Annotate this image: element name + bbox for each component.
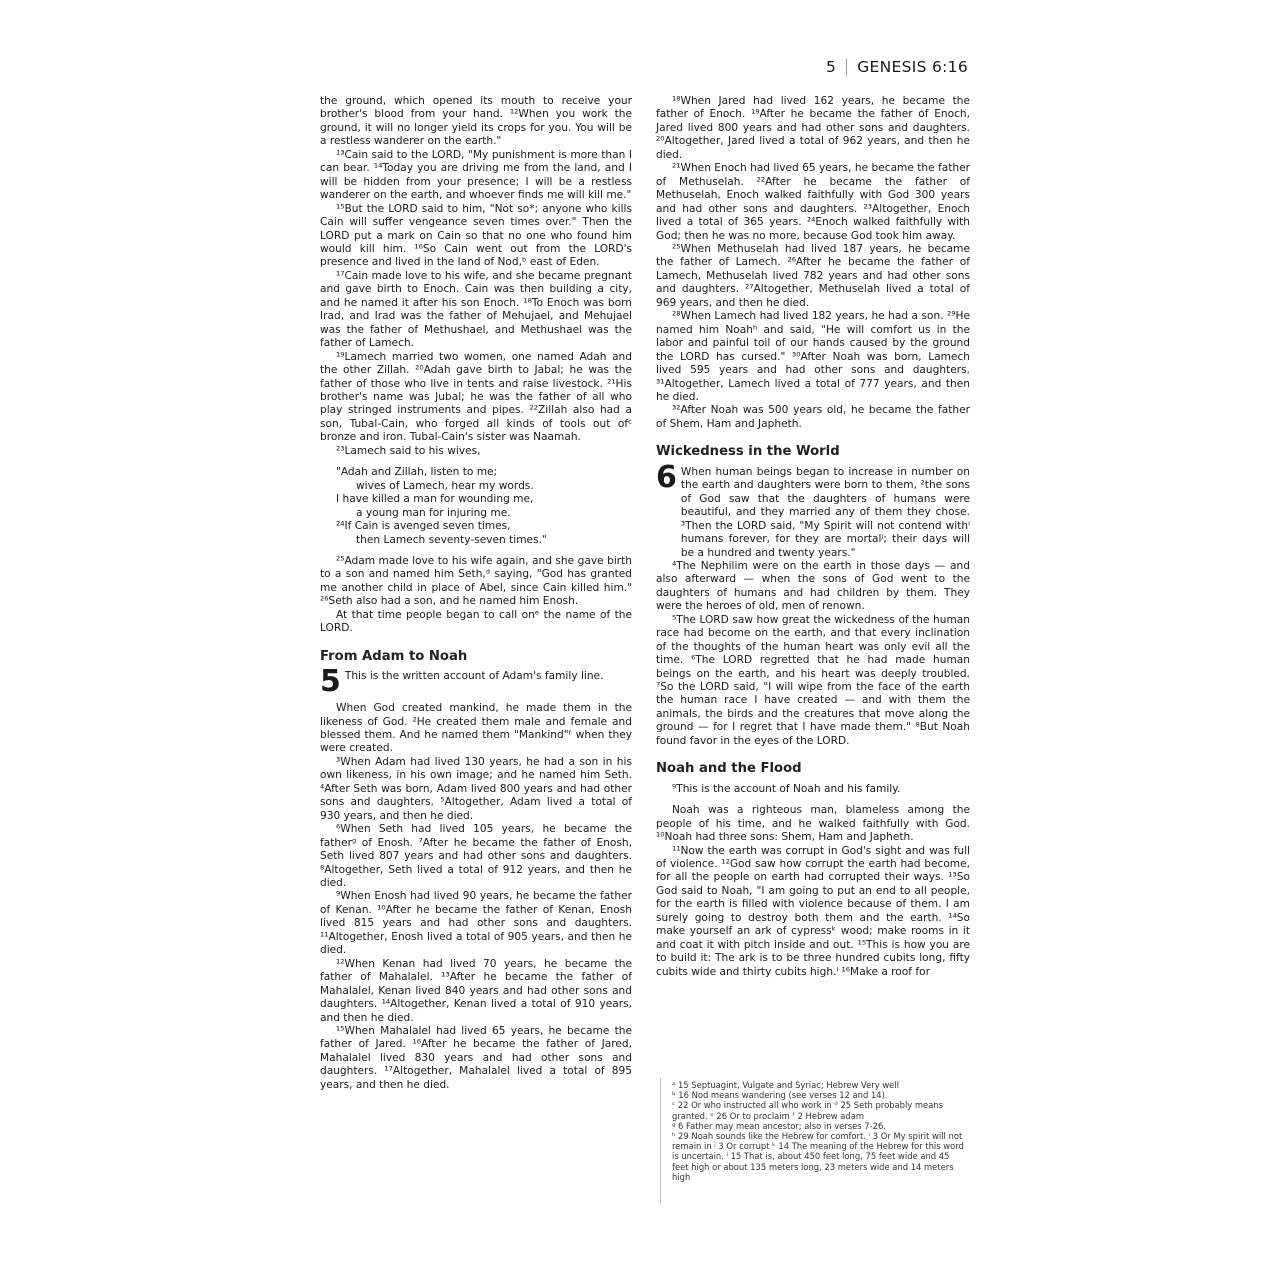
footnote: ᵇ 16 Nod means wandering (see verses 12 and 14). (672, 1090, 888, 1101)
paragraph: ⁵The LORD saw how great the wickedness of the human race had become on the earth, and that every inclination of the thoughts of the human heart was only evil all the time. ⁶The LORD regretted that he had made human beings on the earth, and his heart was deeply troubled. ⁷So the LORD said, "I will wipe from the face of the earth the human race I have created — and with them the animals, the birds and the creatures that move along the ground — for I regret that I have made them." ⁸But Noah found favor in the eyes of the LORD. (656, 613, 970, 747)
paragraph: ¹⁵But the LORD said to him, "Not so*; anyone who kills Cain will suffer vengeance seven times over." Then the LORD put a mark on Cain so that no one who found him would kill him. ¹⁶So Cain went out from the LORD's presence and lived in the land of Nod,ᵇ east of Eden. (320, 202, 632, 269)
paragraph: ⁹This is the account of Noah and his family. (672, 782, 901, 795)
paragraph: ¹⁹Lamech married two women, one named Adah and the other Zillah. ²⁰Adah gave birth to Jabal; he was the father of those who live in tents and raise livestock. ²¹His brother's name was Jubal; he was the father of all who play stringed instruments and pipes. ²²Zillah also had a son, Tubal-Cain, who forged all kinds of tools out ofᶜ bronze and iron. Tubal-Cain's sister was Naamah. (320, 350, 632, 444)
poem-line: I have killed a man for wounding me, (336, 493, 534, 506)
paragraph: the ground, which opened its mouth to receive your brother's blood from your hand. ¹²When you work the ground, it will no longer yield its crops for you. You will be a restless wanderer on the earth." (320, 95, 632, 148)
footnote-rule (660, 1078, 661, 1203)
paragraph: ⁹When Enosh had lived 90 years, he became the father of Kenan. ¹⁰After he became the father of Kenan, Enosh lived 815 years and had other sons and daughters. ¹¹Altogether, Enosh lived a total of 905 years, and then he died. (320, 890, 632, 957)
paragraph: ¹³Cain said to the LORD, "My punishment is more than I can bear. ¹⁴Today you are driving me from the land, and I will be hidden from your presence; I will be a restless wanderer on the earth, and whoever finds me will kill me." (320, 148, 632, 202)
poem-line: "Adah and Zillah, listen to me; (336, 466, 498, 479)
paragraph: At that time people began to call onᵉ the name of the LORD. (320, 608, 632, 635)
paragraph: ⁴The Nephilim were on the earth in those days — and also afterward — when the sons of God went to the daughters of humans and had children by them. They were the heroes of old, men of renown. (656, 559, 970, 613)
paragraph: ²¹When Enoch had lived 65 years, he became the father of Methuselah. ²²After he became the father of Methuselah, Enoch walked faithfully with God 300 years and had other sons and daughters. ²³Altogether, Enoch lived a total of 365 years. ²⁴Enoch walked faithfully with God; then he was no more, because God took him away. (656, 162, 970, 242)
paragraph: ²⁸When Lamech had lived 182 years, he had a son. ²⁹He named him Noahʰ and said, "He will comfort us in the labor and painful toil of our hands caused by the ground the LORD has cursed." ³⁰After Noah was born, Lamech lived 595 years and had other sons and daughters. ³¹Altogether, Lamech lived a total of 777 years, and then he died. (656, 310, 970, 403)
paragraph: ¹²When Kenan had lived 70 years, he became the father of Mahalalel. ¹³After he became the father of Mahalalel, Kenan lived 840 years and had other sons and daughters. ¹⁴Altogether, Kenan lived a total of 910 years, and then he died. (320, 957, 632, 1024)
footnote: ᶜ 22 Or who instructed all who work in ᵈ 25 Seth probably means granted. ᵉ 26 Or to proclaim ᶠ 2 Hebrew adam (672, 1100, 944, 1121)
paragraph: ²⁵When Methuselah had lived 187 years, he became the father of Lamech. ²⁶After he became the father of Lamech, Methuselah lived 782 years and had other sons and daughters. ²⁷Altogether, Methuselah lived a total of 969 years, and then he died. (656, 242, 970, 309)
paragraph: When human beings began to increase in number on the earth and daughters were born to them, ²the sons of God saw that the daughters of humans were beautiful, and they married any of them they chose. ³Then the LORD said, "My Spirit will not contend withⁱ humans forever, for they are mortalʲ; their days will be a hundred and twenty years." (680, 465, 970, 559)
chapter-number: 5 (320, 664, 341, 700)
footnote: ʰ 29 Noah sounds like the Hebrew for comfort. ⁱ 3 Or My spirit will not remain in ʲ 3 Or corrupt ᵏ 14 The meaning of the Hebrew for this word is uncertain. ˡ 15 That is, about 450 feet long, 75 feet wide and 45 feet high or about 135 meters long, 23 meters wide and 14 meters high (672, 1131, 964, 1182)
footnote: ᵍ 6 Father may mean ancestor; also in verses 7-26. (672, 1120, 886, 1131)
paragraph: This is the written account of Adam's family line. (344, 670, 604, 683)
footnotes (672, 1080, 964, 1182)
running-reference: GENESIS 6:16 (857, 58, 968, 76)
poem-line: ²⁴If Cain is avenged seven times, (336, 520, 511, 533)
left-column (320, 95, 632, 1092)
paragraph: Noah was a righteous man, blameless among the people of his time, and he walked faithfully with God. ¹⁰Noah had three sons: Shem, Ham and Japheth. (656, 804, 970, 844)
paragraph: ³²After Noah was 500 years old, he became the father of Shem, Ham and Japheth. (656, 404, 970, 430)
poem-line: a young man for injuring me. (356, 506, 511, 519)
paragraph: ¹¹Now the earth was corrupt in God's sight and was full of violence. ¹²God saw how corrupt the earth had become, for all the people on earth had corrupted their ways. ¹³So God said to Noah, "I am going to put an end to all people, for the earth is filled with violence because of them. I am surely going to destroy both them and the earth. ¹⁴So make yourself an ark of cypressᵏ wood; make rooms in it and coat it with pitch inside and out. ¹⁵This is how you are to build it: The ark is to be three hundred cubits long, fifty cubits wide and thirty cubits high.ˡ ¹⁶Make a roof for (656, 844, 970, 978)
footnote: ᵃ 15 Septuagint, Vulgate and Syriac; Hebrew Very well (672, 1080, 899, 1090)
section-heading: From Adam to Noah (320, 648, 468, 664)
poem (320, 466, 632, 547)
paragraph: ¹⁵When Mahalalel had lived 65 years, he became the father of Jared. ¹⁶After he became the father of Jared, Mahalalel lived 830 years and had other sons and daughters. ¹⁷Altogether, Mahalalel lived a total of 895 years, and then he died. (320, 1025, 632, 1091)
paragraph: ¹⁸When Jared had lived 162 years, he became the father of Enoch. ¹⁹After he became the father of Enoch, Jared lived 800 years and had other sons and daughters. ²⁰Altogether, Jared lived a total of 962 years, and then he died. (656, 95, 970, 161)
running-header (826, 58, 968, 76)
paragraph: ⁶When Seth had lived 105 years, he became the fatherᵍ of Enosh. ⁷After he became the father of Enosh, Seth lived 807 years and had other sons and daughters. ⁸Altogether, Seth lived a total of 912 years, and then he died. (320, 823, 632, 890)
chapter-number: 6 (656, 459, 677, 495)
right-column (656, 95, 970, 979)
paragraph: ³When Adam had lived 130 years, he had a son in his own likeness, in his own image; and he named him Seth. ⁴After Seth was born, Adam lived 800 years and had other sons and daughters. ⁵Altogether, Adam lived a total of 930 years, and then he died. (320, 755, 632, 822)
poem-line: then Lamech seventy-seven times." (356, 533, 547, 546)
section-heading: Noah and the Flood (656, 761, 802, 777)
paragraph: When God created mankind, he made them in the likeness of God. ²He created them male and female and blessed them. And he named them "Mankind"ᶠ when they were created. (320, 702, 632, 755)
header-divider (846, 59, 847, 76)
page-number: 5 (826, 58, 837, 76)
paragraph: ²⁵Adam made love to his wife again, and she gave birth to a son and named him Seth,ᵈ saying, "God has granted me another child in place of Abel, since Cain killed him." ²⁶Seth also had a son, and he named him Enosh. (320, 554, 632, 608)
paragraph: ²³Lamech said to his wives, (336, 444, 481, 457)
paragraph: ¹⁷Cain made love to his wife, and she became pregnant and gave birth to Enoch. Cain was then building a city, and he named it after his son Enoch. ¹⁸To Enoch was born Irad, and Irad was the father of Mehujael, and Mehujael was the father of Methushael, and Methushael was the father of Lamech. (320, 269, 632, 350)
poem-line: wives of Lamech, hear my words. (356, 479, 534, 492)
section-heading: Wickedness in the World (656, 444, 840, 460)
chapter-start (656, 459, 970, 560)
chapter-start (320, 664, 632, 700)
